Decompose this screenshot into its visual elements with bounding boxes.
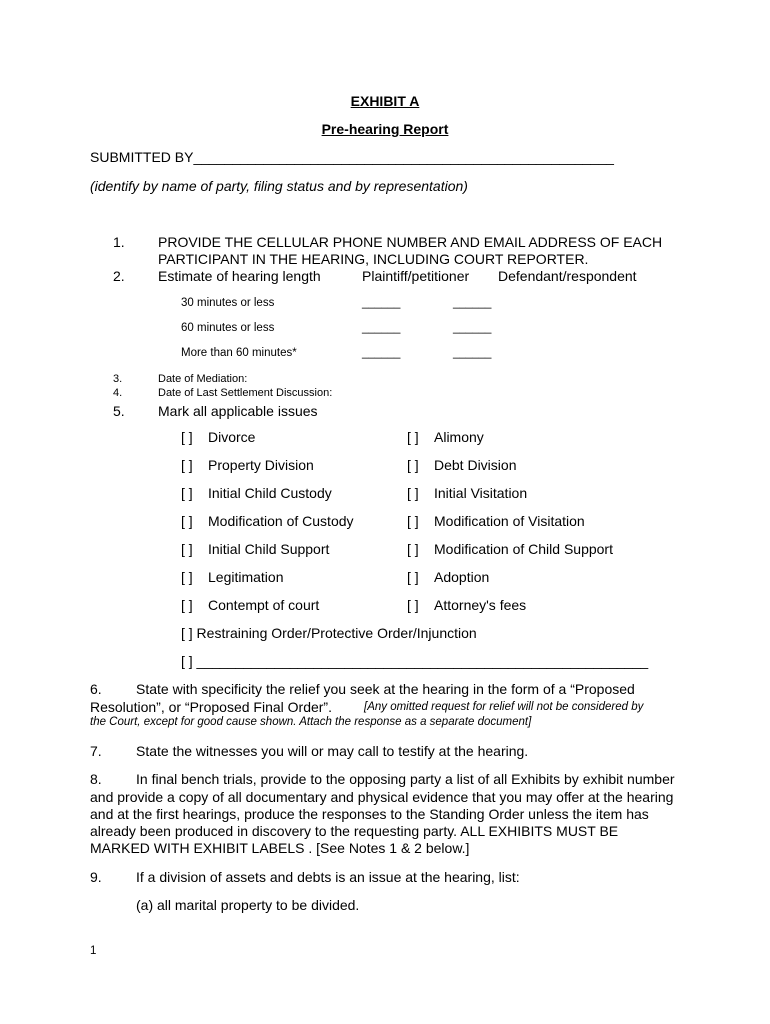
issue-label: Adoption [434, 569, 490, 585]
length-row-label: More than 60 minutes* [181, 347, 297, 359]
item-2-number: 2. [113, 268, 125, 284]
issue-checkbox[interactable]: [ ] [407, 541, 419, 557]
defendant-blank[interactable]: ______ [453, 322, 492, 334]
other-issue-option[interactable]: [ ] __________________________________________________________ [181, 653, 649, 669]
issue-checkbox[interactable]: [ ] [181, 429, 193, 445]
mediation-date-label: Date of Mediation: [158, 373, 248, 385]
plaintiff-blank[interactable]: ______ [362, 297, 401, 309]
length-row-label: 30 minutes or less [181, 297, 275, 309]
issue-label: Alimony [434, 429, 484, 445]
item-8-line-3: and at the first hearings, produce the responses to the Standing Order unless the item has [90, 806, 649, 822]
item-8-line-4: already been produced in discovery to the requesting party. ALL EXHIBITS MUST BE [90, 823, 619, 839]
issue-checkbox[interactable]: [ ] [181, 541, 193, 557]
hearing-length-label: Estimate of hearing length [158, 268, 321, 284]
item-1-line-1: PROVIDE THE CELLULAR PHONE NUMBER AND EMAIL ADDRESS OF EACH [158, 234, 663, 250]
page-number: 1 [90, 945, 97, 957]
report-title: Pre-hearing Report [321, 121, 449, 137]
item-7-text: State the witnesses you will or may call to testify at the hearing. [136, 743, 529, 759]
issue-checkbox[interactable]: [ ] [181, 597, 193, 613]
issue-label: Initial Child Support [208, 541, 330, 557]
issue-checkbox[interactable]: [ ] [407, 597, 419, 613]
item-1-number: 1. [113, 234, 125, 250]
item-1-line-2: PARTICIPANT IN THE HEARING, INCLUDING COURT REPORTER. [158, 251, 589, 267]
issue-label: Modification of Child Support [434, 541, 613, 557]
item-9-text: If a division of assets and debts is an issue at the hearing, list: [136, 869, 520, 885]
item-6-line-1: State with specificity the relief you seek at the hearing in the form of a “Proposed [136, 681, 635, 697]
issue-checkbox[interactable]: [ ] [181, 513, 193, 529]
issue-checkbox[interactable]: [ ] [407, 569, 419, 585]
item-6-note-1: [Any omitted request for relief will not be considered by [364, 701, 644, 713]
settlement-date-label: Date of Last Settlement Discussion: [158, 387, 333, 399]
item-8-line-2: and provide a copy of all documentary and physical evidence that you may offer at the hearing [90, 789, 674, 805]
applicable-issues-label: Mark all applicable issues [158, 403, 318, 419]
issue-label: Attorney's fees [434, 597, 527, 613]
item-8-number: 8. [90, 771, 102, 787]
issue-checkbox[interactable]: [ ] [181, 485, 193, 501]
submitted-by-line: SUBMITTED BY______________________________________________________ [90, 149, 614, 165]
item-5-number: 5. [113, 403, 125, 419]
issue-checkbox[interactable]: [ ] [407, 513, 419, 529]
issue-label: Legitimation [208, 569, 284, 585]
defendant-column-header: Defendant/respondent [498, 268, 637, 284]
issue-checkbox[interactable]: [ ] [407, 485, 419, 501]
issue-label: Initial Visitation [434, 485, 528, 501]
issue-checkbox[interactable]: [ ] [181, 457, 193, 473]
defendant-blank[interactable]: ______ [453, 297, 492, 309]
item-8-line-5: MARKED WITH EXHIBIT LABELS . [See Notes 1 & 2 below.] [90, 840, 470, 856]
item-6-note-2: the Court, except for good cause shown. Attach the response as a separate document] [90, 716, 532, 728]
item-6-line-2: Resolution”, or “Proposed Final Order”. [90, 699, 332, 715]
length-row-label: 60 minutes or less [181, 322, 275, 334]
issue-label: Property Division [208, 457, 314, 473]
restraining-order-option[interactable]: [ ] Restraining Order/Protective Order/Injunction [181, 625, 477, 641]
issue-label: Divorce [208, 429, 256, 445]
issue-label: Modification of Custody [208, 513, 354, 529]
item-9-sub-a: (a) all marital property to be divided. [136, 897, 360, 913]
plaintiff-blank[interactable]: ______ [362, 347, 401, 359]
plaintiff-column-header: Plaintiff/petitioner [362, 268, 470, 284]
item-4-number: 4. [113, 387, 123, 399]
defendant-blank[interactable]: ______ [453, 347, 492, 359]
identify-note: (identify by name of party, filing status and by representation) [90, 178, 468, 194]
item-3-number: 3. [113, 373, 123, 385]
issue-label: Debt Division [434, 457, 517, 473]
item-8-line-1: In final bench trials, provide to the opposing party a list of all Exhibits by exhibit number [136, 771, 675, 787]
issue-label: Contempt of court [208, 597, 320, 613]
issue-label: Modification of Visitation [434, 513, 585, 529]
issue-checkbox[interactable]: [ ] [181, 569, 193, 585]
plaintiff-blank[interactable]: ______ [362, 322, 401, 334]
issue-label: Initial Child Custody [208, 485, 332, 501]
item-9-number: 9. [90, 869, 102, 885]
issue-checkbox[interactable]: [ ] [407, 429, 419, 445]
exhibit-title: EXHIBIT A [350, 93, 420, 109]
item-6-number: 6. [90, 681, 102, 697]
issue-checkbox[interactable]: [ ] [407, 457, 419, 473]
item-7-number: 7. [90, 743, 102, 759]
